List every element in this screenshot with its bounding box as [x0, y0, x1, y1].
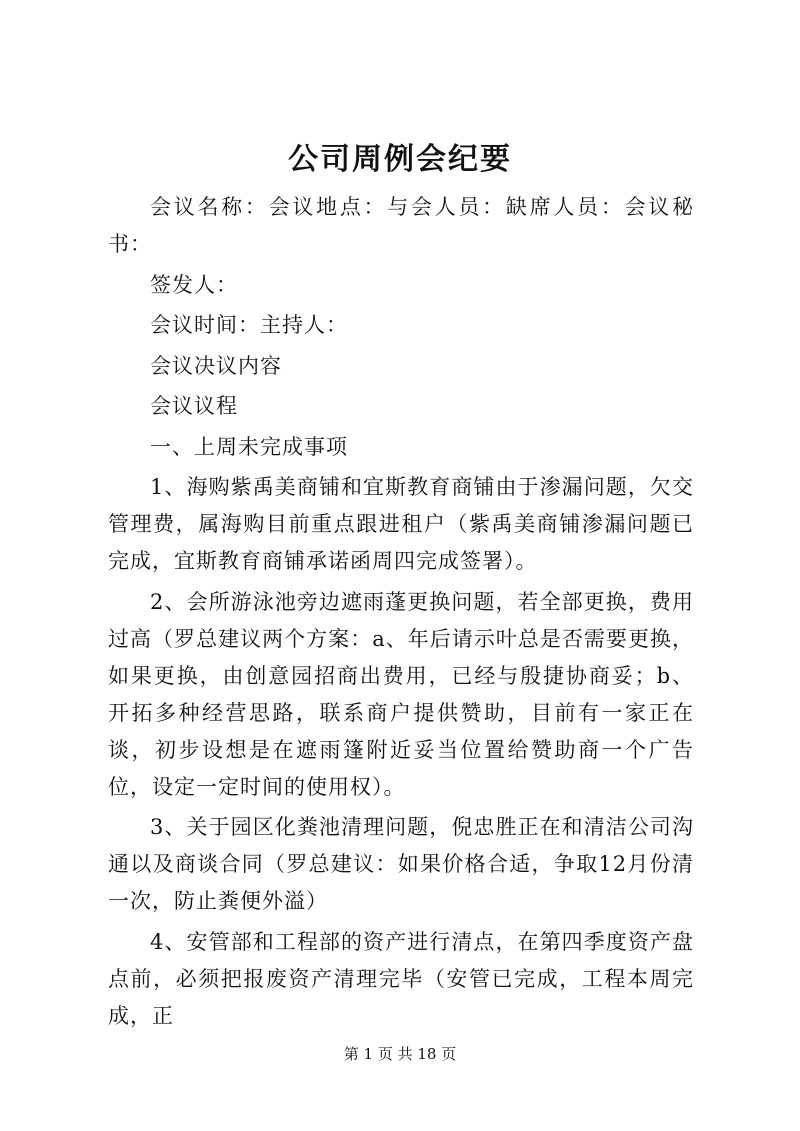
document-title: 公司周例会纪要 [288, 142, 512, 177]
agenda-item-2: 2、会所游泳池旁边遮雨蓬更换问题，若全部更换，费用过高（罗总建议两个方案：a、年后请示叶总是否需要更换，如果更换，由创意园招商出费用，已经与殷捷协商妥；b、开拓多种经营思路，联系商户提供赞助，目前有一家正在谈，初步设想是在遮雨篷附近妥当位置给赞助商一个广告位，设定一定时间的使用权）。 [108, 589, 694, 799]
resolution-heading: 会议决议内容 [150, 353, 282, 378]
page-footer: 第 1 页 共 18 页 [343, 1045, 457, 1063]
issuer-line: 签发人： [150, 272, 238, 297]
meeting-info-line: 会议名称：会议地点：与会人员：缺席人员：会议秘书： [108, 195, 694, 256]
time-host-line: 会议时间：主持人： [150, 313, 348, 337]
agenda-item-1: 1、海购紫禹美商铺和宜斯教育商铺由于渗漏问题，欠交管理费，属海购目前重点跟进租户（紫禹美商铺渗漏问题已完成，宜斯教育商铺承诺函周四完成签署）。 [108, 475, 694, 573]
agenda-item-4: 4、安管部和工程部的资产进行清点，在第四季度资产盘点前，必须把报废资产清理完毕（安管已完成，工程本周完成，正 [108, 929, 694, 1028]
section-heading-unfinished: 一、上周未完成事项 [150, 434, 348, 459]
agenda-item-3: 3、关于园区化粪池清理问题，倪忠胜正在和清洁公司沟通以及商谈合同（罗总建议：如果价格合适，争取12月份清一次，防止粪便外溢） [108, 815, 694, 913]
document-body [108, 189, 694, 1038]
agenda-heading: 会议议程 [150, 394, 238, 418]
